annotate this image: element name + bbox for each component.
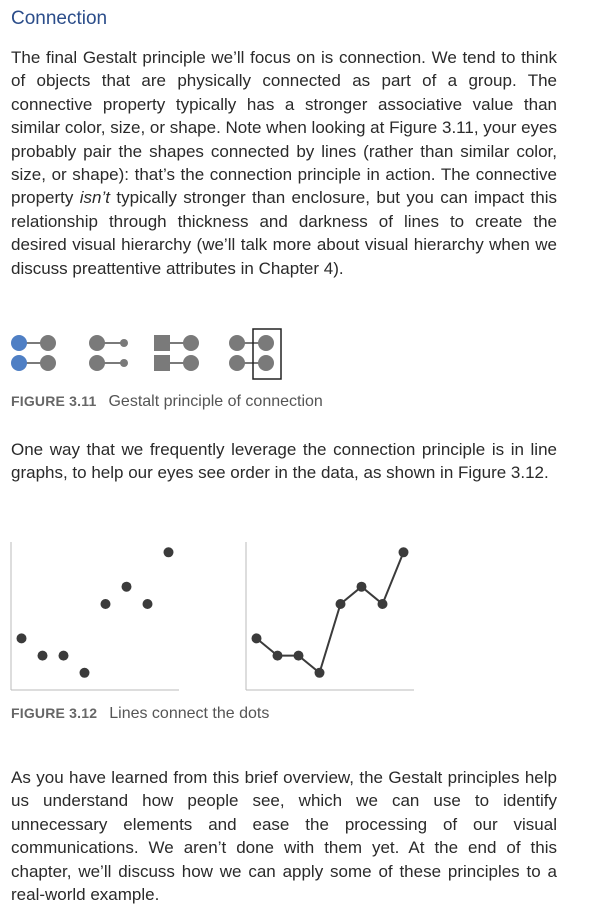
gray-dot [183,335,199,351]
small-gray-dot [120,339,128,347]
gray-dot [258,335,274,351]
gray-dot [258,355,274,371]
data-point [252,633,262,643]
figure-3-12-caption [11,705,269,723]
group-large-small-pairs [89,335,128,371]
figure-number: FIGURE 3.11 [11,393,97,409]
data-point [101,599,111,609]
gray-dot [40,355,56,371]
line-points [252,547,409,678]
data-point [17,633,27,643]
data-point [80,668,90,678]
figure-caption-text: Lines connect the dots [109,705,270,722]
section-title: Connection [11,8,108,29]
gray-square [154,335,170,351]
blue-dot [11,335,27,351]
gray-dot [229,355,245,371]
paragraph-text: typically stronger than enclosure, but you can impact this relationship through thickness and darkness of lines to create the desired visual hierarchy (we’ll talk more about visual hierarchy when we discuss preattentive attributes in Chapter 4). [11,188,557,278]
emphasis-text: isn’t [79,188,111,208]
group-enclosed-pairs [229,329,281,379]
data-point [336,599,346,609]
data-point [273,651,283,661]
group-blue-gray-pairs [11,335,56,371]
gray-dot [183,355,199,371]
gray-square [154,355,170,371]
figure-3-11-caption [11,393,323,411]
paragraph-text: The final Gestalt principle we’ll focus on is connection. We tend to think of objects that are physically connected as part of a group. The connective property typically has a stronger associative value than similar color, size, or shape. Note when looking at Figure 3.11, your eyes probably pair the shapes connected by lines (rather than similar color, size, or shape): that’s the connection principle in action. The connective property [11,48,557,208]
data-point [399,547,409,557]
figure-caption-text: Gestalt principle of connection [108,393,323,410]
gray-dot [40,335,56,351]
data-point [378,599,388,609]
gray-dot [89,355,105,371]
group-square-circle-pairs [154,335,199,371]
blue-dot [11,355,27,371]
data-point [143,599,153,609]
figure-3-12-line-chart [235,540,415,692]
figure-number: FIGURE 3.12 [11,705,98,721]
data-point [315,668,325,678]
gray-dot [229,335,245,351]
figure-3-12-scatter-chart [0,540,180,692]
data-point [38,651,48,661]
data-point [357,582,367,592]
paragraph-connection-intro [11,46,557,280]
data-point [59,651,69,661]
data-point [294,651,304,661]
paragraph-line-graphs: One way that we frequently leverage the connection principle is in line graphs, to help our eyes see order in the data, as shown in Figure 3.12. [11,440,557,483]
data-point [164,547,174,557]
data-point [122,582,132,592]
small-gray-dot [120,359,128,367]
gray-dot [89,335,105,351]
paragraph-overview-summary: As you have learned from this brief overview, the Gestalt principles help us understand how people see, which we can use to identify unnecessary elements and ease the processing of our visual communications. We aren’t done with them yet. At the end of this chapter, we’ll discuss how we can apply some of these principles to a real-world example. [11,768,557,905]
figure-3-11-illustration [0,322,300,384]
scatter-points [17,547,174,678]
